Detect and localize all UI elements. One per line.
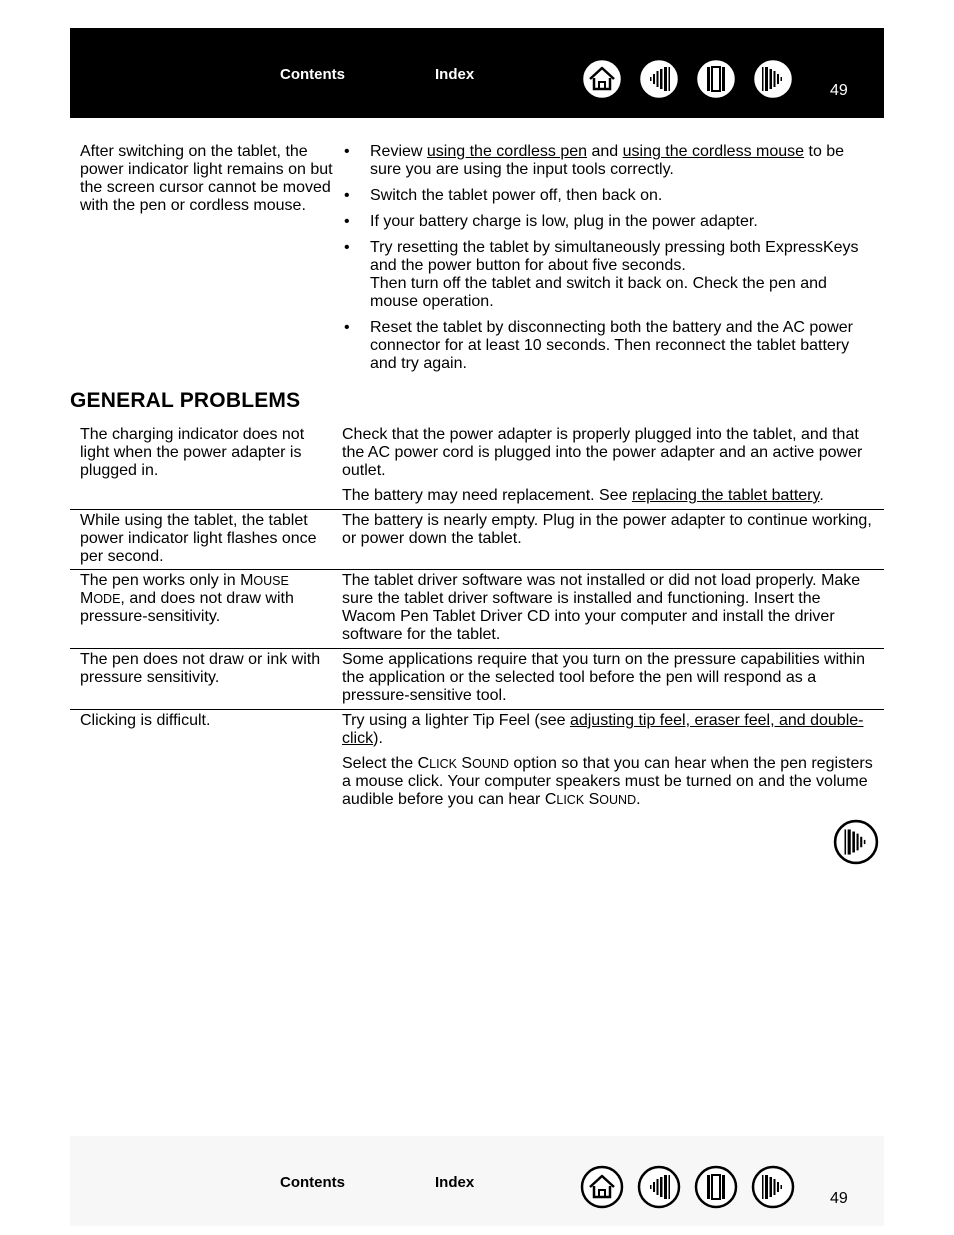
header-bar (70, 28, 884, 118)
home-icon[interactable] (580, 1165, 624, 1209)
solution-text-part: Select the (342, 755, 418, 772)
problem-cell (70, 570, 333, 649)
problem-cell: While using the tablet, the tablet power indicator light flashes once per second. (70, 510, 333, 570)
bullet-text: Then turn off the tablet and switch it back on. Check the pen and mouse operation. (370, 275, 827, 310)
bullet-text: Try resetting the tablet by simultaneously pressing both ExpressKeys and the power button for about five seconds. (370, 239, 859, 274)
tip-feel-link[interactable]: adjusting tip feel, eraser feel, and double-click (342, 712, 864, 747)
bullet-text: to be sure you are using the input tools correctly. (370, 143, 845, 178)
table-row (70, 649, 884, 710)
page-number: 49 (830, 1190, 848, 1207)
click-sound-smallcaps: CLICK SOUND (417, 755, 509, 772)
chapter-icon[interactable] (694, 57, 738, 101)
solution-cell: The tablet driver software was not installed or did not load properly. Make sure the tablet driver software is installed and functioning. Insert the Wacom Pen Tablet Driver CD into your computer and install the driver software for the tablet. (333, 570, 884, 649)
solution-text-part: ). (373, 730, 383, 747)
solution-cell (333, 426, 884, 510)
table-row (70, 426, 884, 510)
bullet-text: Review (370, 143, 427, 160)
troubleshooting-table-continued (70, 143, 884, 381)
nav-icons (580, 1165, 795, 1209)
solution-cell (333, 143, 884, 381)
solution-text-part: option so that you can hear when the pen registers a mouse click. Your computer speakers must be turned on and the volume audible before you can hear (342, 755, 873, 808)
index-link[interactable]: Index (435, 1174, 475, 1191)
solution-text (342, 755, 878, 809)
list-item (342, 239, 878, 311)
table-row (70, 570, 884, 649)
solution-text-part: . (636, 791, 641, 808)
nav-icons (580, 57, 795, 101)
mouse-smallcaps: MOUSE MODE (80, 572, 289, 607)
previous-page-icon[interactable] (637, 57, 681, 101)
index-link[interactable]: Index (435, 66, 475, 83)
bullet-text: and (587, 143, 623, 160)
problem-text: The pen works only in (80, 572, 241, 589)
list-item: • Reset the tablet by disconnecting both the battery and the AC power connector for at least 10 seconds. Then reconnect the tablet battery and try again. (342, 319, 878, 373)
solution-cell: The battery is nearly empty. Plug in the power adapter to continue working, or power down the tablet. (333, 510, 884, 570)
table-row (70, 510, 884, 570)
solution-cell: Some applications require that you turn on the pressure capabilities within the application or the selected tool before the pen will respond as a pressure-sensitive tool. (333, 649, 884, 710)
solution-text-part: The battery may need replacement. See (342, 487, 632, 504)
table-row (70, 710, 884, 810)
problem-text: , and does not draw with pressure-sensitivity. (80, 590, 294, 625)
problem-cell: After switching on the tablet, the power indicator light remains on but the screen cursor cannot be moved with the pen or cordless mouse. (80, 143, 333, 214)
previous-page-icon[interactable] (637, 1165, 681, 1209)
table-row (70, 143, 884, 381)
list-item (342, 143, 878, 179)
solution-list (342, 143, 878, 373)
contents-link[interactable]: Contents (280, 1174, 345, 1191)
footer-bar (70, 1136, 884, 1226)
replace-battery-link[interactable]: replacing the tablet battery (631, 487, 820, 504)
solution-text-part: . (819, 487, 824, 504)
cordless-mouse-link[interactable]: using the cordless mouse (622, 143, 805, 160)
click-sound-smallcaps: CLICK SOUND (544, 791, 637, 808)
home-icon[interactable] (580, 57, 624, 101)
solution-cell (333, 710, 884, 810)
list-item: • If your battery charge is low, plug in the power adapter. (342, 213, 878, 231)
list-item: • Switch the tablet power off, then back on. (342, 187, 878, 205)
solution-text-part: Try using a lighter Tip Feel (see (342, 712, 570, 729)
solution-text: Check that the power adapter is properly plugged into the tablet, and that the AC power cord is plugged into the power adapter and an active power outlet. (342, 426, 863, 479)
section-heading: GENERAL PROBLEMS (70, 389, 301, 412)
problem-cell: The charging indicator does not light when the power adapter is plugged in. (70, 426, 333, 510)
problem-cell: Clicking is difficult. (80, 712, 211, 729)
general-problems-table (70, 426, 884, 809)
next-page-icon[interactable] (833, 819, 879, 865)
solution-text (342, 712, 878, 748)
problem-cell: The pen does not draw or ink with pressure sensitivity. (70, 649, 333, 710)
contents-link[interactable]: Contents (280, 66, 345, 83)
cordless-pen-link[interactable]: using the cordless pen (426, 143, 588, 160)
chapter-icon[interactable] (694, 1165, 738, 1209)
solution-text (342, 487, 878, 505)
page-number: 49 (830, 82, 848, 99)
next-page-icon[interactable] (751, 1165, 795, 1209)
next-page-icon[interactable] (751, 57, 795, 101)
